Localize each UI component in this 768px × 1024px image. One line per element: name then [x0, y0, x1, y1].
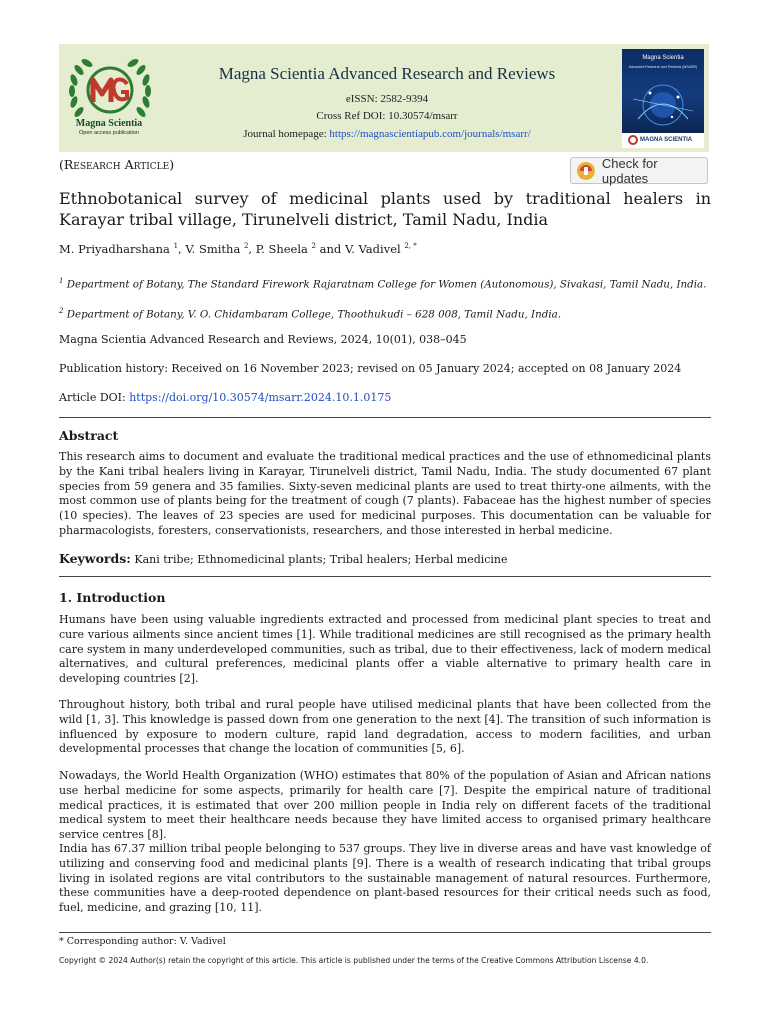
- laurel-logo-icon: [65, 54, 155, 128]
- cover-title: Magna Scientia: [642, 55, 684, 61]
- keywords: [59, 551, 508, 566]
- paragraph: India has 67.37 million tribal people belonging to 537 groups. They live in diverse areas and have vast knowledge of utilizing and conserving food and medicinal plants [9]. There is a wealth of research indicating that tribal groups living in isolated regions are vital contributors to the sustainable management of natural resources. Furthermore, these communities have a deep-rooted dependence on plant-based resources for their critical needs such as food, fuel, medicine, and grazing [10, 11].: [59, 842, 711, 915]
- journal-title: Magna Scientia Advanced Research and Reviews: [218, 64, 556, 83]
- author-affiliation: 1: [173, 242, 179, 251]
- doi-label: Article DOI:: [59, 391, 130, 404]
- logo-caption: Magna Scientia: [75, 118, 143, 129]
- introduction-heading: 1. Introduction: [59, 590, 166, 605]
- eissn: eISSN: 2582-9394: [345, 93, 429, 105]
- author-affiliation: 2, *: [404, 242, 417, 251]
- copyright-notice: Copyright © 2024 Author(s) retain the copyright of this article. This article is published under the terms of the Creative Commons Attribution Liscense 4.0.: [59, 956, 649, 965]
- homepage-link[interactable]: https://magnascientiapub.com/journals/msarr/: [329, 128, 531, 140]
- affiliation-1: [59, 275, 711, 291]
- check-for-updates-button[interactable]: [570, 157, 708, 184]
- author-separator: ,: [178, 242, 186, 256]
- abstract-top-rule: [59, 417, 711, 418]
- affiliation-text: Department of Botany, The Standard Firework Rajaratnam College for Women (Autonomous), Sivakasi, Tamil Nadu, India.: [63, 278, 707, 291]
- homepage-label: Journal homepage:: [243, 128, 330, 140]
- affiliation-number: 1: [59, 277, 64, 285]
- logo-subcaption: Open access publication: [79, 130, 139, 136]
- citation: Magna Scientia Advanced Research and Reviews, 2024, 10(01), 038–045: [59, 333, 467, 346]
- author-name[interactable]: V. Smitha: [185, 242, 244, 256]
- abstract-body: This research aims to document and evaluate the traditional medical practices and the use of ethnomedicinal plants by the Kani tribal healers living in Karayar, Tirunelveli district, Tamil Nadu, India. The study documented 67 plant species from 59 genera and 35 families. Sixty-seven medicinal plants are used to treat thirty-one ailments, with the most common use of plants being for the treatment of cough (7 plants). Fabaceae has the highest number of species (10 species). The leaves of 23 species are used for medicinal purposes. This documentation can be valuable for pharmacologists, foresters, conservationists, researchers, and those interested in herbal medicine.: [59, 450, 711, 537]
- cover-logo-text: MAGNA SCIENTIA: [640, 137, 693, 143]
- check-updates-icon: [576, 161, 596, 181]
- paragraph: Nowadays, the World Health Organization (WHO) estimates that 80% of the population of Asian and African nations use herbal medicine for some aspects, primarily for health care [7]. Despite the empirical nature of traditional medical practices, it is estimated that over 200 million people in India rely on different facets of the traditional medical system to meet their healthcare needs because they have limited access to organised primary healthcare service centres [8].: [59, 769, 711, 842]
- footnote-rule: [59, 932, 711, 933]
- crossref-doi: Cross Ref DOI: 10.30574/msarr: [316, 110, 458, 122]
- abstract-bottom-rule: [59, 576, 711, 577]
- article-type: (Research Article): [59, 157, 175, 172]
- publication-history: Publication history: Received on 16 November 2023; revised on 05 January 2024; accepted on 08 January 2024: [59, 362, 682, 375]
- journal-cover: [622, 49, 704, 148]
- cover-band: [622, 133, 704, 148]
- cover-subtitle: Advanced Research and Reviews (MSARR): [628, 65, 698, 69]
- article-doi: [59, 391, 391, 404]
- paragraph: Throughout history, both tribal and rural people have utilised medicinal plants that have been collected from the wild [1, 3]. This knowledge is passed down from one generation to the next [4]. The transition of such information is influenced by exposure to modern culture, rapid land degradation, access to modern facilities, and urban developmental processes that change the location of communities [5, 6].: [59, 698, 711, 756]
- author-affiliation: 2: [311, 242, 317, 251]
- affiliation-text: Department of Botany, V. O. Chidambaram College, Thoothukudi – 628 008, Tamil Nadu, India.: [63, 308, 562, 321]
- author-separator: and: [316, 242, 345, 256]
- doi-link[interactable]: https://doi.org/10.30574/msarr.2024.10.1.0175: [129, 391, 392, 404]
- keywords-text: Kani tribe; Ethnomedicinal plants; Tribal healers; Herbal medicine: [130, 553, 508, 566]
- journal-header: [59, 44, 709, 152]
- paragraph: Humans have been using valuable ingredients extracted and processed from medicinal plant species to treat and cure various ailments since ancient times [1]. While traditional medicines are still recognised as the primary health care system in many underdeveloped communities, such as tribal, due to their effectiveness, lack of modern medical alternatives, and cultural preferences, medicinal plants offer a viable alternative to primary health care in developing countries [2].: [59, 613, 711, 686]
- author-name[interactable]: M. Priyadharshana: [59, 242, 174, 256]
- author-name[interactable]: P. Sheela: [255, 242, 312, 256]
- keywords-label: Keywords:: [59, 551, 131, 566]
- author-separator: ,: [248, 242, 256, 256]
- affiliation-number: 2: [59, 307, 64, 315]
- affiliation-2: [59, 305, 711, 321]
- corresponding-author: * Corresponding author: V. Vadivel: [59, 936, 226, 947]
- abstract-heading: Abstract: [59, 428, 119, 443]
- author-list: [59, 242, 417, 256]
- check-updates-label: Check for updates: [601, 155, 658, 186]
- author-name[interactable]: V. Vadivel: [344, 242, 405, 256]
- author-affiliation: 2: [243, 242, 249, 251]
- journal-homepage: [197, 128, 577, 140]
- cover-logo-icon: [628, 135, 638, 145]
- cover-art-icon: [628, 79, 698, 131]
- article-title: Ethnobotanical survey of medicinal plants used by traditional healers in Karayar tribal village, Tirunelveli district, Tamil Nadu, India: [59, 189, 711, 229]
